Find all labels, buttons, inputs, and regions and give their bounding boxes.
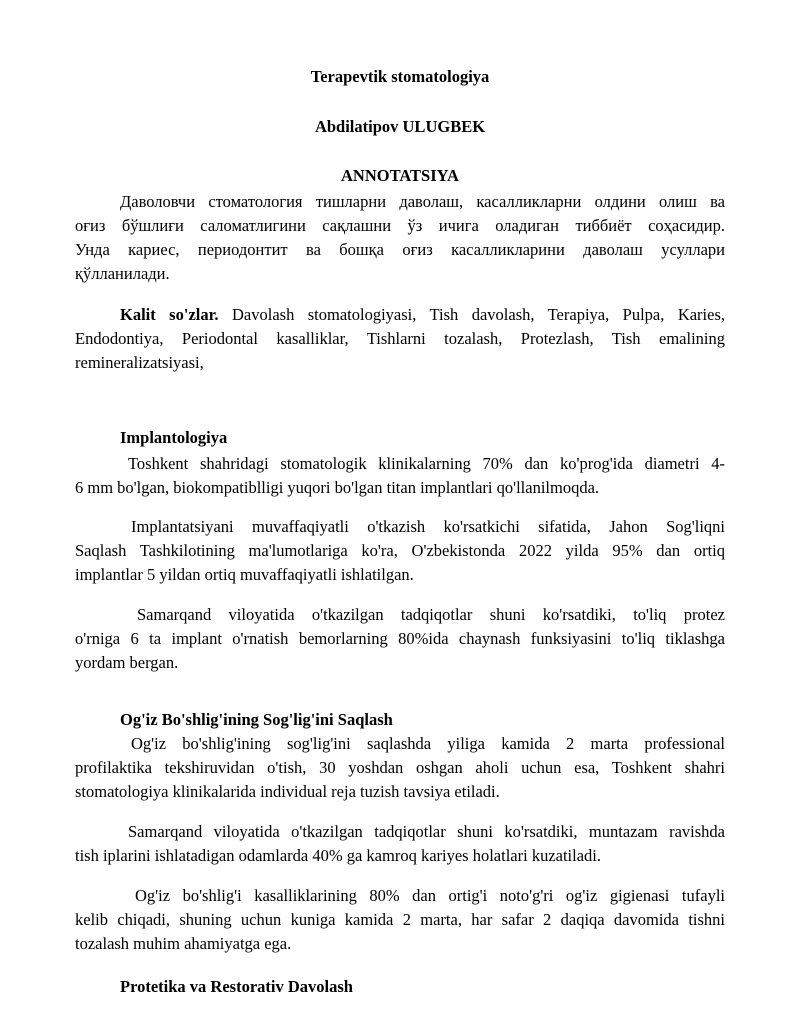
keywords-paragraph xyxy=(75,303,725,375)
annotation-line: Унда кариес, периодонтит ва бошқа оғиз касалликларини даволаш усуллари xyxy=(75,240,725,259)
paragraph-line: yordam bergan. xyxy=(75,653,179,672)
paragraph-line: Implantatsiyani muvaffaqiyatli o'tkazish ko'rsatkichi sifatida, Jahon Sog'liqni xyxy=(131,517,725,536)
annotation-line: Даволовчи стоматология тишларни даволаш, касалликларни олдини олиш ва xyxy=(120,192,725,211)
oral-health-paragraph-3 xyxy=(75,884,725,956)
annotation-title: ANNOTATSIYA xyxy=(341,166,459,185)
implantology-paragraph-3 xyxy=(75,603,725,675)
oral-health-paragraph-2 xyxy=(75,820,725,868)
section-heading-prosthetics: Protetika va Restorativ Davolash xyxy=(120,977,353,996)
paragraph-line: kelib chiqadi, shuning uchun kuniga kamida 2 marta, har safar 2 daqiqa davomida tishni xyxy=(75,910,725,929)
keywords-label: Kalit so'zlar. xyxy=(120,305,219,324)
author-name: Abdilatipov ULUGBEK xyxy=(314,117,486,136)
keywords-text: Davolash stomatologiyasi, Tish davolash, Terapiya, Pulpa, Karies, xyxy=(232,305,726,324)
section-heading-implantology: Implantologiya xyxy=(120,428,228,447)
annotation-line: қўлланилади. xyxy=(75,264,170,283)
implantology-paragraph-1 xyxy=(75,452,725,500)
paragraph-line: profilaktika tekshiruvidan o'tish, 30 yoshdan oshgan aholi uchun esa, Toshkent shahri xyxy=(75,758,725,777)
paragraph-line: stomatologiya klinikalarida individual reja tuzish tavsiya etiladi. xyxy=(75,782,500,801)
paragraph-line: Samarqand viloyatida o'tkazilgan tadqiqotlar shuni ko'rsatdiki, to'liq protez xyxy=(137,605,725,624)
paragraph-line: o'rniga 6 ta implant o'rnatish bemorlarning 80%ida chaynash funksiyasini to'liq tiklashga xyxy=(75,629,725,648)
implantology-paragraph-2 xyxy=(75,515,725,587)
paragraph-line: Og'iz bo'shlig'i kasalliklarining 80% dan ortig'i noto'g'ri og'iz gigienasi tufayli xyxy=(135,886,725,905)
annotation-paragraph xyxy=(75,190,725,286)
section-heading-oral-health: Og'iz Bo'shlig'ining Sog'lig'ini Saqlash xyxy=(120,710,393,729)
keywords-line: Endodontiya, Periodontal kasalliklar, Tishlarni tozalash, Protezlash, Tish emalining xyxy=(75,329,725,348)
paragraph-line: Toshkent shahridagi stomatologik klinikalarning 70% dan ko'prog'ida diametri 4- xyxy=(128,454,725,473)
annotation-line: оғиз бўшлиғи саломатлигини сақлашни ўз ичига оладиган тиббиёт соҳасидир. xyxy=(75,216,725,235)
paragraph-line: 6 mm bo'lgan, biokompatiblligi yuqori bo'lgan titan implantlari qo'llanilmoqda. xyxy=(75,478,600,497)
keywords-line: remineralizatsiyasi, xyxy=(75,353,204,372)
paragraph-line: Samarqand viloyatida o'tkazilgan tadqiqotlar shuni ko'rsatdiki, muntazam ravishda xyxy=(128,822,725,841)
document-subject: Terapevtik stomatologiya xyxy=(310,67,490,86)
paragraph-line: implantlar 5 yildan ortiq muvaffaqiyatli ishlatilgan. xyxy=(75,565,414,584)
paragraph-line: Og'iz bo'shlig'ining sog'lig'ini saqlashda yiliga kamida 2 marta professional xyxy=(131,734,725,753)
paragraph-line: tish iplarini ishlatadigan odamlarda 40% ga kamroq kariyes holatlari kuzatiladi. xyxy=(75,846,602,865)
paragraph-line: tozalash muhim ahamiyatga ega. xyxy=(75,934,292,953)
keywords-line xyxy=(75,303,725,327)
paragraph-line: Saqlash Tashkilotining ma'lumotlariga ko'ra, O'zbekistonda 2022 yilda 95% dan ortiq xyxy=(75,541,725,560)
oral-health-paragraph-1 xyxy=(75,732,725,804)
